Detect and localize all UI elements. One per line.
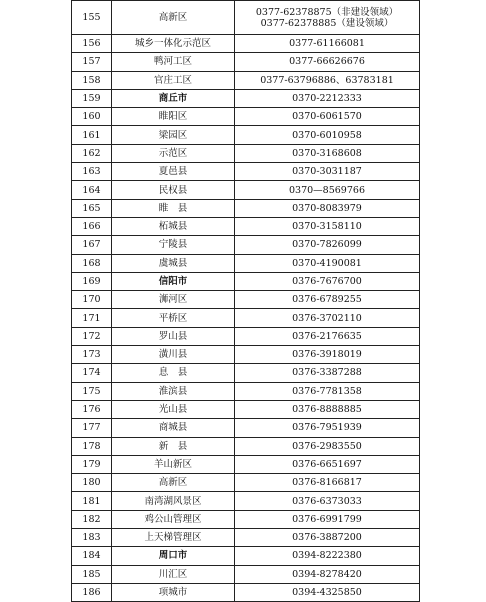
table-row: [72, 126, 420, 144]
phone-number: 0376-3702110: [292, 312, 362, 324]
phone-cell: [235, 236, 420, 254]
row-number: 184: [72, 547, 112, 565]
city-name: 信阳市: [112, 272, 235, 290]
phone-number: 0370-3158110: [292, 221, 362, 233]
district-name: 鸡公山管理区: [112, 510, 235, 528]
phone-cell: [235, 474, 420, 492]
row-number: 157: [72, 53, 112, 71]
district-name: 南湾湖风景区: [112, 492, 235, 510]
phone-cell: [235, 108, 420, 126]
phone-number: 0376-6373033: [292, 495, 362, 507]
row-number: 162: [72, 144, 112, 162]
row-number: 165: [72, 199, 112, 217]
table-row: [72, 35, 420, 53]
phone-number: 0376-6651697: [292, 458, 362, 470]
phone-number: 0376-2983550: [292, 440, 362, 452]
phone-number: 0370-3031187: [292, 166, 362, 178]
phone-cell: [235, 254, 420, 272]
table-body: [72, 1, 420, 602]
phone-cell: [235, 291, 420, 309]
phone-cell: [235, 346, 420, 364]
phone-number: 0370-6061570: [292, 111, 362, 123]
district-name: 新 县: [112, 437, 235, 455]
phone-cell: [235, 309, 420, 327]
row-number: 170: [72, 291, 112, 309]
phone-cell: [235, 492, 420, 510]
row-number: 164: [72, 181, 112, 199]
table-row: [72, 254, 420, 272]
district-name: 宁陵县: [112, 236, 235, 254]
phone-cell: [235, 163, 420, 181]
phone-number: 0377-63796886、63783181: [260, 74, 394, 86]
table-row: [72, 236, 420, 254]
table-row: [72, 199, 420, 217]
phone-cell: [235, 272, 420, 290]
phone-cell: [235, 126, 420, 144]
row-number: 172: [72, 327, 112, 345]
district-name: 睢 县: [112, 199, 235, 217]
row-number: 185: [72, 565, 112, 583]
phone-number: 0370-8083979: [292, 202, 362, 214]
phone-cell: [235, 529, 420, 547]
district-name: 罗山县: [112, 327, 235, 345]
district-name: 梁园区: [112, 126, 235, 144]
table-row: [72, 1, 420, 35]
row-number: 169: [72, 272, 112, 290]
table-row: [72, 291, 420, 309]
row-number: 158: [72, 71, 112, 89]
table-row: [72, 309, 420, 327]
phone-number: 0376-7676700: [292, 276, 362, 287]
row-number: 166: [72, 217, 112, 235]
phone-number: 0376-7951939: [292, 422, 362, 434]
phone-cell: [235, 583, 420, 601]
table-row: [72, 510, 420, 528]
row-number: 186: [72, 583, 112, 601]
row-number: 178: [72, 437, 112, 455]
district-name: 光山县: [112, 400, 235, 418]
phone-number: 0377-61166081: [289, 38, 365, 50]
district-name: 潢川县: [112, 346, 235, 364]
phone-number: 0377-62378875（非建设领域）: [255, 6, 399, 18]
phone-cell: [235, 547, 420, 565]
phone-number: 0394-8222380: [292, 550, 362, 562]
phone-number: 0376-3387288: [292, 367, 362, 379]
table-row: [72, 437, 420, 455]
table-row: [72, 455, 420, 473]
phone-number: 0377-62378885（建设领域）: [260, 17, 394, 29]
phone-number: 0376-6789255: [292, 294, 362, 306]
phone-cell: [235, 400, 420, 418]
district-name: 川汇区: [112, 565, 235, 583]
table-row: [72, 419, 420, 437]
table-row: [72, 492, 420, 510]
table-row: [72, 474, 420, 492]
phone-cell: [235, 199, 420, 217]
row-number: 171: [72, 309, 112, 327]
row-number: 176: [72, 400, 112, 418]
table-row: [72, 400, 420, 418]
city-name: 商丘市: [112, 89, 235, 107]
table-row: [72, 181, 420, 199]
table-row: [72, 144, 420, 162]
phone-directory-table: [71, 0, 420, 602]
phone-number: 0376-3918019: [292, 349, 362, 361]
row-number: 179: [72, 455, 112, 473]
phone-number: 0377-66626676: [289, 56, 365, 68]
phone-number: 0394-4325850: [292, 587, 362, 599]
table-row: [72, 529, 420, 547]
phone-cell: [235, 181, 420, 199]
district-name: 项城市: [112, 583, 235, 601]
phone-cell: [235, 437, 420, 455]
table-row: [72, 364, 420, 382]
phone-number: 0394-8278420: [292, 568, 362, 580]
district-name: 示范区: [112, 144, 235, 162]
phone-number: 0376-2176635: [292, 330, 362, 342]
row-number: 161: [72, 126, 112, 144]
district-name: 虞城县: [112, 254, 235, 272]
row-number: 156: [72, 35, 112, 53]
phone-number: 0376-7781358: [292, 385, 362, 397]
district-name: 官庄工区: [112, 71, 235, 89]
phone-cell: [235, 327, 420, 345]
table-row: [72, 547, 420, 565]
phone-number: 0376-6991799: [292, 513, 362, 525]
phone-cell: [235, 364, 420, 382]
row-number: 160: [72, 108, 112, 126]
table-row: [72, 217, 420, 235]
district-name: 民权县: [112, 181, 235, 199]
district-name: 息 县: [112, 364, 235, 382]
table-row: [72, 71, 420, 89]
table-row: [72, 346, 420, 364]
row-number: 159: [72, 89, 112, 107]
district-name: 商城县: [112, 419, 235, 437]
district-name: 平桥区: [112, 309, 235, 327]
row-number: 167: [72, 236, 112, 254]
phone-cell: [235, 382, 420, 400]
district-name: 淮滨县: [112, 382, 235, 400]
phone-cell: [235, 1, 420, 35]
phone-number: 0370-6010958: [292, 129, 362, 141]
phone-cell: [235, 217, 420, 235]
district-name: 夏邑县: [112, 163, 235, 181]
row-number: 177: [72, 419, 112, 437]
district-name: 睢阳区: [112, 108, 235, 126]
table-row: [72, 163, 420, 181]
district-name: 鸭河工区: [112, 53, 235, 71]
phone-number: 0370-7826099: [292, 239, 362, 251]
phone-cell: [235, 419, 420, 437]
row-number: 175: [72, 382, 112, 400]
district-name: 浉河区: [112, 291, 235, 309]
phone-number: 0370-4190081: [292, 257, 362, 269]
table-row: [72, 89, 420, 107]
table-row: [72, 53, 420, 71]
row-number: 182: [72, 510, 112, 528]
district-name: 上天梯管理区: [112, 529, 235, 547]
table-row: [72, 272, 420, 290]
row-number: 174: [72, 364, 112, 382]
phone-number: 0370-2212333: [292, 93, 362, 105]
district-name: 羊山新区: [112, 455, 235, 473]
phone-number: 0376-8888885: [292, 404, 362, 416]
phone-cell: [235, 71, 420, 89]
phone-cell: [235, 89, 420, 107]
phone-cell: [235, 53, 420, 71]
table-row: [72, 583, 420, 601]
phone-cell: [235, 565, 420, 583]
table-row: [72, 108, 420, 126]
phone-cell: [235, 510, 420, 528]
phone-cell: [235, 144, 420, 162]
table-row: [72, 327, 420, 345]
phone-number: 0376-8166817: [292, 477, 362, 489]
row-number: 173: [72, 346, 112, 364]
phone-cell: [235, 455, 420, 473]
city-name: 周口市: [112, 547, 235, 565]
district-name: 柘城县: [112, 217, 235, 235]
phone-number: 0376-3887200: [292, 532, 362, 544]
district-name: 高新区: [112, 474, 235, 492]
table-row: [72, 382, 420, 400]
row-number: 155: [72, 1, 112, 35]
row-number: 180: [72, 474, 112, 492]
phone-number: 0370—8569766: [289, 184, 365, 196]
row-number: 163: [72, 163, 112, 181]
row-number: 168: [72, 254, 112, 272]
district-name: 高新区: [112, 1, 235, 35]
row-number: 181: [72, 492, 112, 510]
table-row: [72, 565, 420, 583]
row-number: 183: [72, 529, 112, 547]
phone-cell: [235, 35, 420, 53]
phone-number: 0370-3168608: [292, 147, 362, 159]
district-name: 城乡一体化示范区: [112, 35, 235, 53]
